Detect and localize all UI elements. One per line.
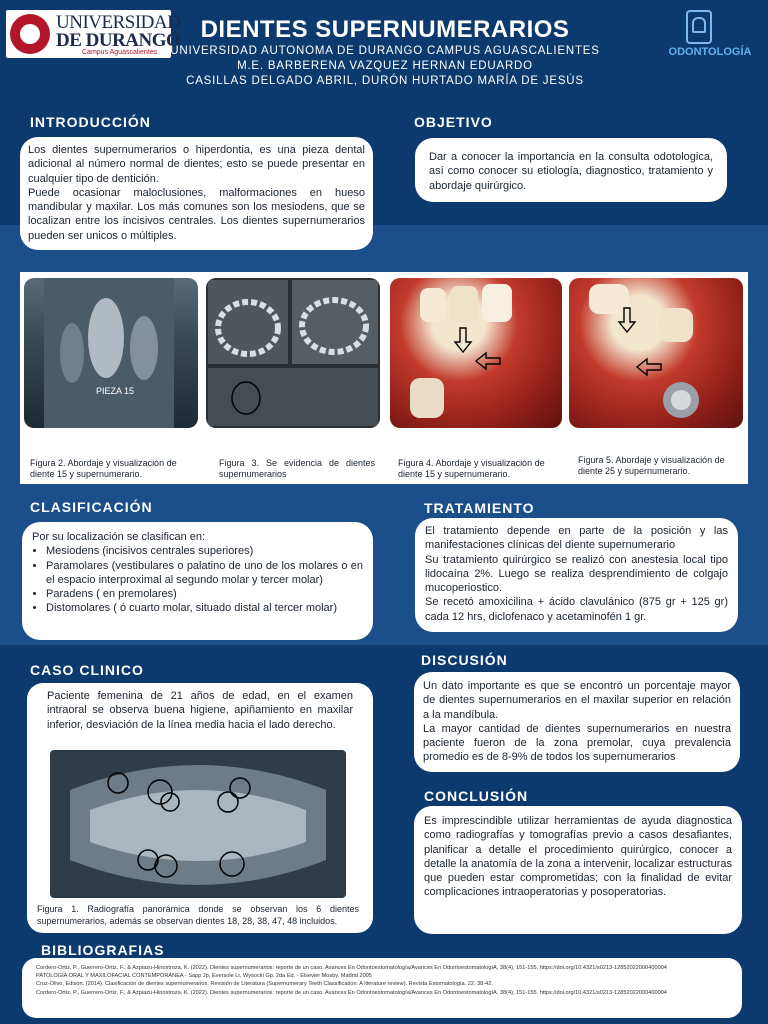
introduccion-paragraph-2: Puede ocasionar maloclusiones, malformaciones en hueso mandibular y maxilar. Los más comunes son los mesiodens, que se localizan entre los incisivos centrales. Los dientes supernumerarios pueden ser unicos o múltiples. [28,186,365,242]
figure-3-caption: Figura 3. Se evidencia de dientes supernumerarios [219,458,375,479]
bibliography-entry: Cordero-Ortiz, P., Guerrero-Ortiz, F., & Azpiazu-Hinostroza, K. (2022). Dientes supernumerarios: reporte de un caso. Avances En Odontoestomatología/Avances En OdontoestomatologíA, 38(4), 151-155. https://doi.org/10.4321/s0213-12852022000400004 [36,965,667,971]
logo-line-3: Campus Aguascalientes [82,49,158,56]
subtitle-institution: UNIVERSIDAD AUTONOMA DE DURANGO CAMPUS AGUASCALIENTES [170,45,600,57]
figure-2-label: PIEZA 15 [96,386,135,396]
clasificacion-heading: CLASIFICACIÓN [30,499,153,515]
figure-1-panoramic-xray [50,750,346,898]
clasificacion-item: • Mesiodens (incisivos centrales superiores) [46,544,363,558]
clasificacion-item: • Distomolares ( ó cuarto molar, situado distal al tercer molar) [46,601,363,615]
introduccion-paragraph-1: Los dientes supernumerarios o hiperdontia, es una pieza dental adicional al número normal de dientes; esto se puede presentar en cualquier tipo de dentición. [28,144,365,185]
discusion-heading: DISCUSIÓN [421,652,508,668]
caso-clinico-text: Paciente femenina de 21 años de edad, en el examen intraoral se observa buena higiene, apiñamiento en maxilar inferior, desviación de la línea media hacia el lado derecho. [47,690,353,731]
caso-clinico-heading: CASO CLINICO [30,662,144,678]
discusion-paragraph-2: La mayor cantidad de dientes supernumerarios en nuestra paciente fueron de la zona premolar, cuya prevalencia promedio es de 8-9% de todos los supernumerarios [423,722,731,764]
discusion-card [414,672,740,772]
clasificacion-card [22,522,373,640]
clasificacion-intro: Por su localización se clasifican en: [32,531,206,543]
clasificacion-list [32,544,363,615]
clasificacion-item: • Paradens ( en premolares) [46,587,363,601]
logo-line-2: DE DURANGO [56,30,181,51]
subtitle-authors: CASILLAS DELGADO ABRIL, DURÓN HURTADO MARÍA DE JESÚS [186,75,584,87]
bibliografias-heading: BIBLIOGRAFIAS [41,942,165,958]
logo-line-1: UNIVERSIDAD [56,12,181,33]
tratamiento-heading: TRATAMIENTO [424,500,535,516]
bibliography-entry: Cruz-Olivo, Edison. (2014). Clasificación de dientes supernumerarios. Revisión de Literatura (Supernumerary Teeth Classification: A literature review). Revista Estomatología. 22. 38-42. [36,981,493,988]
conclusion-heading: CONCLUSIÓN [424,788,529,804]
odontologia-logo-text: ODONTOLOGÍA [668,46,752,58]
figure-2-caption: Figura 2. Abordaje y visualización de diente 15 y supernumerario. [30,458,177,479]
poster-title: DIENTES SUPERNUMERARIOS [200,16,570,43]
bibliography-entry: Cordero-Ortiz, P., Guerrero-Ortiz, F., & Azpiazu-Hinostroza, K. (2022). Dientes supernumerarios: reporte de un caso. Avances En Odontoestomatología/Avances En OdontoestomatologíA, 38(4), 151-155. https://doi.org/10.4321/s0213-12852022000400004 [36,989,667,996]
bibliography-entry: PATOLOGÍA ORAL Y MAXILOFACIAL CONTEMPORÁNEA - Sapp Jp, Eversole Lr, Wysocki Gp. 2da Ed. - Elsevier Mosby. Madrid 2005 [36,973,372,980]
figure-5-caption: Figura 5. Abordaje y visualización de diente 25 y supernumerario. [578,455,725,476]
conclusion-text: Es imprescindible utilizar herramientas de ayuda diagnostica como radiografías y tomografías previo a casos desafiantes, planificar a detalle el procedimiento quirúrgico, conocer a detalle la anatomía de la zona a intervenir, localizar estructuras que pueden estar comprometidas; con la finalidad de evitar complicaciones intraoperatorias y posoperatorias. [424,815,732,899]
introduccion-card [20,137,373,250]
conclusion-card [414,806,742,934]
introduccion-heading: INTRODUCCIÓN [30,114,151,130]
tooth-icon [686,10,712,44]
figure-1-caption: Figura 1. Radiografía panorámica donde se observan los 6 dientes supernumerarios, además se observan dientes 18, 28, 38, 47, 48 incluidos. [37,904,359,926]
objetivo-heading: OBJETIVO [414,114,493,130]
figure-4-surgical-image [390,278,562,428]
tratamiento-paragraph-2: Su tratamiento quirúrgico se realizó con anestesia local tipo lidocaína 2%. Luego se realiza desprendimiento de colgajo mucoperiostico. [425,553,728,595]
figure-4-caption: Figura 4. Abordaje y visualización de diente 15 y supernumerario. [398,458,545,479]
tratamiento-card [415,518,738,632]
figures-strip [20,272,748,484]
subtitle-advisor: M.E. BARBERENA VAZQUEZ HERNAN EDUARDO [237,60,533,72]
university-seal-icon [10,14,50,54]
tratamiento-paragraph-3: Se recetó amoxicilina + ácido clavulánico (875 gr + 125 gr) cada 12 hrs, diclofenaco y acetaminofén 1 gr. [425,596,728,623]
tratamiento-paragraph-1: El tratamiento depende en parte de la posición y las manifestaciones clínicas del diente supernumerario [425,525,728,552]
clasificacion-item: • Paramolares (vestibulares o palatino de uno de los molares o en el espacio interproximal al segundo molar y tercer molar) [46,559,363,588]
figure-2-xray-image [24,278,198,428]
bibliografias-card [22,958,742,1018]
figure-5-surgical-image [569,278,743,428]
objetivo-card [415,138,727,202]
university-logo [6,10,181,58]
discusion-paragraph-1: Un dato importante es que se encontró un porcentaje mayor de dientes supernumerarios en el maxilar superior en relación a la mandíbula. [423,680,731,721]
objetivo-text: Dar a conocer la importancia en la consulta odotologica, así como conocer su etiología, diagnostico, tratamiento y abordaje quirúrgico. [429,151,713,192]
figure-3-ct-image [206,278,380,428]
